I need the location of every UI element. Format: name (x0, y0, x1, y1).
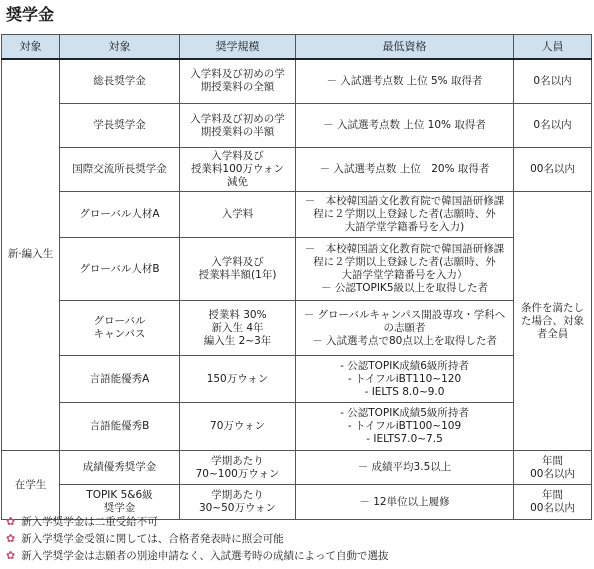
cell-line: 大語学堂学籍番号を入力) (344, 221, 465, 233)
table-row (2, 59, 592, 104)
scale-cell (180, 451, 296, 485)
qualification-cell (296, 104, 514, 148)
cell-line: - トイフルiBT100~109 (347, 420, 462, 432)
cell-line: 年間 (542, 489, 563, 501)
note-item (6, 530, 389, 547)
scholarship-name-cell (60, 356, 180, 403)
cell-line: － 入試選考点で80点以上を取得した者 (312, 334, 497, 347)
people-cell (514, 104, 592, 148)
cell-line: 条件を満たし (521, 301, 584, 314)
scholarship-name-cell (60, 59, 180, 104)
scale-cell (180, 301, 296, 356)
table-row (2, 104, 592, 148)
cell-line: 程に２学期以上登録した者(志願時、外 (313, 256, 496, 268)
cell-line: － グローバルキャンパス開設専攻・学科へ (303, 308, 506, 321)
group-cell: 在学生 (2, 451, 60, 520)
cell-line: - IELTS7.0~7.5 (366, 433, 443, 445)
note-text: 新入学奨学金受領に関しては、合格者発表時に照会可能 (21, 533, 284, 545)
scale-cell (180, 356, 296, 403)
header-cell: 対象 (60, 35, 180, 59)
flower-bullet-icon: ✿ (6, 549, 16, 562)
cell-line: 150万ウォン (206, 372, 269, 385)
cell-line: - トイフルiBT110~120 (347, 372, 462, 385)
cell-line: 大語学堂学籍番号を入力） (341, 269, 468, 281)
cell-line: － 本校韓国語文化教育院で韓国語研修課 (304, 195, 505, 207)
cell-line: 70万ウォン (210, 420, 265, 432)
cell-line: 00名以内 (530, 502, 575, 514)
cell-line: 学期あたり (211, 489, 264, 501)
table-row (2, 451, 592, 485)
cell-line: 00名以内 (530, 163, 575, 175)
cell-line: 成績優秀奨学金 (82, 461, 157, 473)
scale-cell (180, 59, 296, 104)
flower-bullet-icon: ✿ (6, 532, 16, 545)
flower-bullet-icon: ✿ (6, 515, 16, 528)
qualification-cell (296, 451, 514, 485)
note-item (6, 547, 389, 564)
scale-cell (180, 104, 296, 148)
cell-line: 期授業料の半額 (200, 125, 275, 138)
cell-line: - 公認TOPIK成績5級所持者 (340, 407, 469, 419)
scale-cell (180, 238, 296, 301)
people-cell-merged (514, 192, 592, 451)
qualification-cell (296, 356, 514, 403)
scholarship-name-cell (60, 403, 180, 451)
cell-line: キャンパス (93, 328, 146, 340)
scale-cell (180, 148, 296, 192)
cell-line: 70~100万ウォン (195, 467, 280, 480)
cell-line: 新入生 4年 (211, 321, 264, 334)
header-cell: 人員 (514, 35, 592, 59)
cell-line: 程に２学期以上登録した者(志願時、外 (313, 208, 496, 220)
people-cell (514, 148, 592, 192)
cell-line: 編入生 2~3年 (203, 334, 272, 347)
cell-line: グローバル人材A (79, 208, 160, 220)
cell-line: 年間 (542, 454, 563, 467)
note-text: 新入学奨学金は志願者の別途申請なく、入試選考時の成績によって自動で選抜 (21, 550, 389, 562)
scale-cell (180, 192, 296, 238)
cell-line: 授業料 30% (208, 308, 267, 321)
qualification-cell (296, 301, 514, 356)
cell-line: － 本校韓国語文化教育院で韓国語研修課 (304, 243, 505, 255)
scholarship-name-cell (60, 451, 180, 485)
cell-line: 学期あたり (211, 454, 264, 467)
cell-line: 期授業料の全額 (200, 81, 275, 94)
scholarship-table (1, 34, 592, 520)
cell-line: 入学料及び (211, 150, 264, 162)
qualification-cell (296, 192, 514, 238)
header-cell: 対象 (2, 35, 60, 59)
cell-line: － 入試選考点数 上位 10% 取得者 (323, 119, 486, 131)
notes (6, 513, 389, 564)
cell-line: 0名以内 (533, 74, 572, 87)
table-header-row (2, 35, 592, 59)
table-row (2, 356, 592, 403)
note-item (6, 513, 389, 530)
cell-line: 奨学金 (103, 502, 136, 514)
cell-line: 学長奨学金 (93, 119, 146, 131)
cell-line: 授業料半額(1年) (198, 269, 277, 281)
cell-line: － 成績平均3.5以上 (357, 461, 452, 473)
cell-line: グローバル人材B (79, 262, 160, 275)
cell-line: 総長奨学金 (93, 74, 146, 87)
cell-line: 言語能優秀B (89, 420, 150, 432)
cell-line: 00名以内 (530, 467, 575, 480)
header-cell: 最低資格 (296, 35, 514, 59)
cell-line: の志願者 (383, 321, 426, 334)
people-cell (514, 451, 592, 485)
cell-line: た場合、対象 (521, 314, 584, 327)
scholarship-name-cell (60, 238, 180, 301)
cell-line: グローバル (93, 315, 146, 327)
cell-line: － 入試選考点数 上位 20% 取得者 (319, 163, 490, 175)
cell-line: － 公認TOPIK5級以上を取得した者 (320, 282, 488, 294)
cell-line: - 公認TOPIK成績6級所持者 (340, 359, 469, 372)
cell-line: － 入試選考点数 上位 5% 取得者 (326, 74, 483, 87)
cell-line: 入学料及び初めの学 (190, 112, 285, 125)
group-cell: 新·編入生 (2, 59, 60, 451)
cell-line: 者全員 (536, 327, 569, 340)
table-row (2, 192, 592, 238)
scholarship-name-cell (60, 301, 180, 356)
scholarship-name-cell (60, 104, 180, 148)
scale-cell (180, 403, 296, 451)
cell-line: - IELTS 8.0~9.0 (364, 385, 445, 398)
table-row (2, 301, 592, 356)
cell-line: 授業料100万ウォン (190, 163, 285, 175)
cell-line: TOPIK 5&6級 (86, 489, 153, 501)
cell-line: 入学料及び (211, 256, 264, 268)
scholarship-name-cell (60, 192, 180, 238)
cell-line: 減免 (227, 176, 248, 188)
note-text: 新入学奨学金は二重受給不可 (21, 516, 158, 528)
qualification-cell (296, 403, 514, 451)
qualification-cell (296, 148, 514, 192)
page-title: 奨学金 (6, 5, 55, 24)
scholarship-name-cell (60, 148, 180, 192)
cell-line: － 12単位以上履修 (359, 495, 450, 508)
qualification-cell (296, 238, 514, 301)
cell-line: 国際交流所長奨学金 (72, 163, 167, 175)
table-row (2, 403, 592, 451)
cell-line: 入学料及び初めの学 (190, 68, 285, 81)
cell-line: 0名以内 (533, 119, 572, 131)
people-cell (514, 485, 592, 520)
header-cell: 奨学規模 (180, 35, 296, 59)
qualification-cell (296, 59, 514, 104)
table-row (2, 148, 592, 192)
people-cell (514, 59, 592, 104)
cell-line: 入学料 (221, 208, 254, 220)
cell-line: 30~50万ウォン (198, 502, 277, 514)
table-row (2, 238, 592, 301)
cell-line: 言語能優秀A (89, 372, 150, 385)
